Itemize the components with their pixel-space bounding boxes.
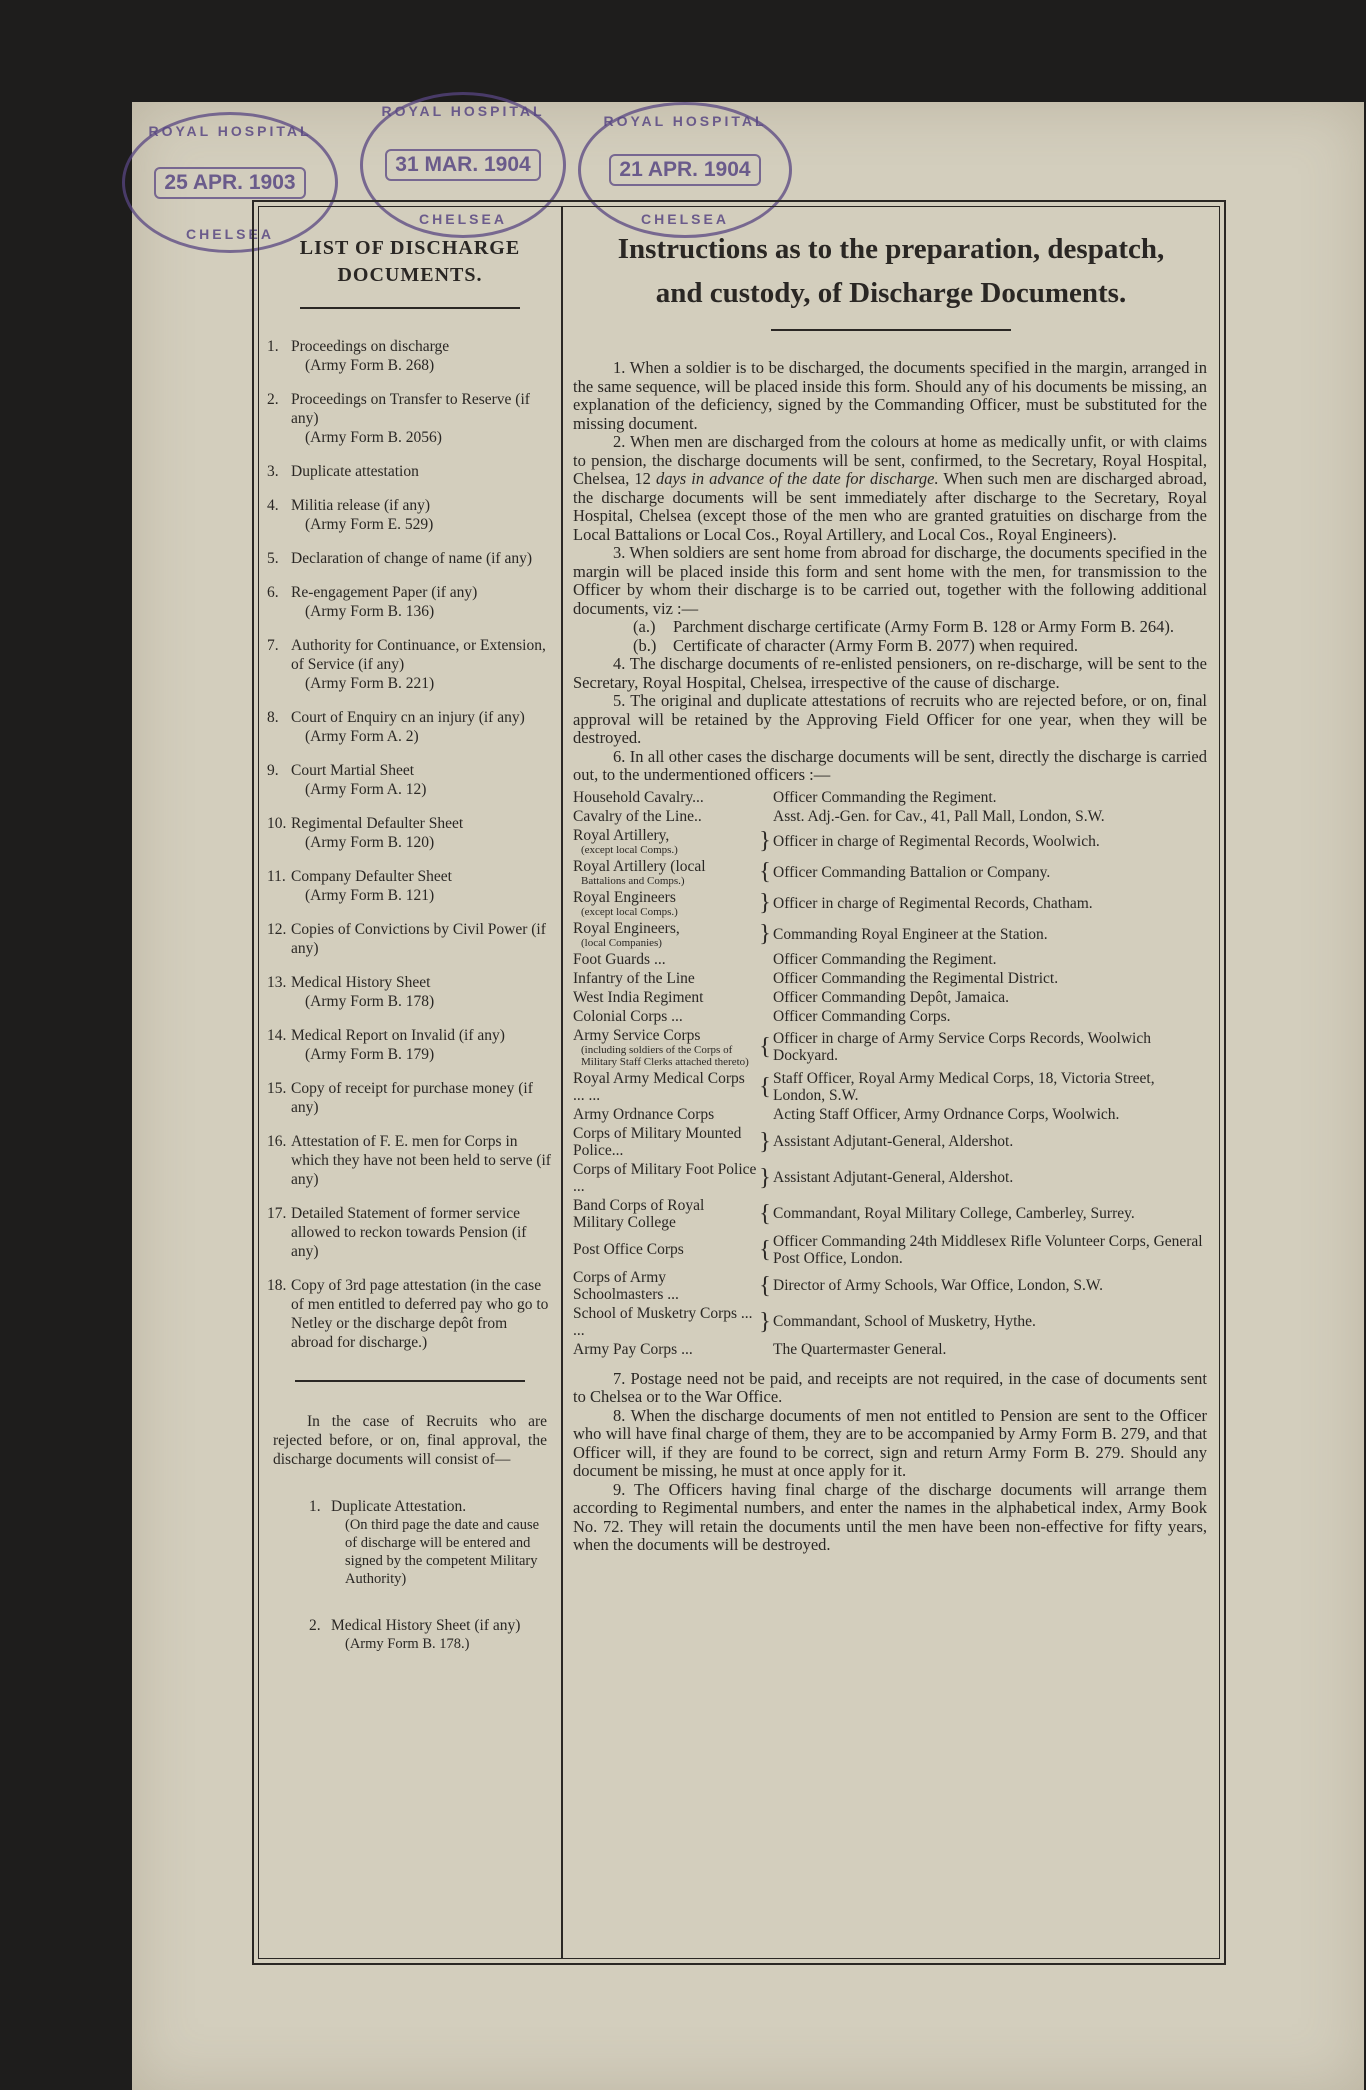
item-label: Medical History Sheet (if any) [331,1617,521,1634]
officer-name: Acting Staff Officer, Army Ordnance Corps, Woolwich. [773,1105,1120,1123]
item-label: Declaration of change of name (if any) [291,550,532,567]
unit-label: Band Corps of Royal Military College [573,1196,705,1231]
table-row [573,1106,1207,1123]
item-number: 10. [267,815,287,832]
brace-mark: } [759,828,771,854]
item-label: Copy of 3rd page attestation (in the case of men entitled to deferred pay who go to Netley or the discharge depôt from abroad for discharge.) [291,1277,549,1351]
item-number: 4. [267,497,279,514]
item-text [291,1276,553,1352]
paragraph-3: 3. When soldiers are sent home from abroad for discharge, the documents specified in the margin will be placed inside this form and sent home with the men, for transmission to the Officer by whom their discharge is to be carried out, together with the following additional documents, viz :— [573,543,1207,618]
list-item [267,636,553,693]
list-item [267,462,553,481]
divider [300,307,520,309]
brace-mark: { [759,1236,771,1263]
table-row [573,920,1207,949]
brace-mark: { [759,1073,771,1100]
brace-mark: { [759,1272,771,1299]
paragraph-2-text: 2. When men are discharged from the colours at home as medically unfit, or with claims to pension, the discharge documents will be sent, confirmed, to the Secretary, Royal Hospital, Chelsea, 12 [573,432,1207,488]
item-number: 14. [267,1027,287,1044]
item-number: 11. [267,868,286,885]
list-title [259,235,561,289]
item-number: 8. [267,709,279,726]
item-label: Medical History Sheet [291,974,431,991]
unit-label: Household Cavalry... [573,788,704,806]
unit-note: Battalions and Comps.) [581,874,685,887]
item-text [291,390,553,447]
instructions-body-cont [573,1370,1207,1555]
officer-name: Officer Commanding Depôt, Jamaica. [773,988,1010,1006]
item-number: 12. [267,921,287,938]
recruits-intro: In the case of Recruits who are rejected before, or on, final approval, the discharge documents will consist of— [273,1413,547,1468]
item-text [291,583,553,621]
unit-note: (local Companies) [581,936,662,949]
officer-name: Director of Army Schools, War Office, London, S.W. [773,1277,1103,1294]
unit-label: West India Regiment [573,988,704,1006]
officer-name: Officer Commanding 24th Middlesex Rifle Volunteer Corps, General Post Office, London. [773,1232,1203,1267]
officer-name: Asst. Adj.-Gen. for Cav., 41, Pall Mall, London, S.W. [773,807,1105,825]
sub-item-b [633,637,1207,656]
item-text [291,920,553,958]
item-label: Duplicate attestation [291,463,419,480]
item-form: (Army Form B. 268) [305,357,435,374]
item-number: 7. [267,637,279,654]
unit-name [573,1070,757,1104]
brace-mark: } [759,890,771,916]
unit-label: Royal Army Medical Corps ... ... [573,1069,745,1104]
item-number: 13. [267,974,287,991]
table-row [573,1027,1207,1068]
list-item [267,708,553,746]
list-item [267,1132,553,1189]
unit-label: Army Service Corps [573,1026,701,1044]
paragraph-1: 1. When a soldier is to be discharged, the documents specified in the margin, arranged in the same sequence, will be placed inside this form. Should any of his documents be missing, an explanation of the deficiency, signed by the Commanding Officer, must be substituted for the missing document. [573,358,1207,433]
instructions-title-line-2: and custody, of Discharge Documents. [655,277,1127,309]
list-item [267,761,553,799]
stamp-ring-top: ROYAL HOSPITAL [603,113,767,129]
unit-name [573,808,757,825]
document-sheet [132,102,1364,2090]
unit-label: Army Ordnance Corps [573,1105,715,1123]
unit-name [573,1269,757,1303]
paragraph-7: 7. Postage need not be paid, and receipts are not required, in the case of documents sent to Chelsea or to the War Office. [573,1368,1207,1406]
item-label: Medical Report on Invalid (if any) [291,1027,505,1044]
unit-name [573,1106,757,1123]
table-row [573,1008,1207,1025]
list-item [309,1616,547,1653]
item-form: (Army Form B. 121) [305,887,435,904]
instructions-title-line-1: Instructions as to the preparation, despatch, [617,233,1165,265]
item-number: 15. [267,1080,287,1097]
item-label: Re-engagement Paper (if any) [291,584,478,601]
item-number: 2. [267,391,279,408]
stamp-ring-top: ROYAL HOSPITAL [381,103,545,119]
unit-name [573,989,757,1006]
list-item [267,814,553,852]
paragraph-4: 4. The discharge documents of re-enlisted pensioners, on re-discharge, will be sent to the Secretary, Royal Hospital, Chelsea, irrespective of the cause of discharge. [573,654,1207,692]
brace-mark: } [759,1308,771,1335]
unit-label: Royal Engineers, [573,919,680,937]
item-text [291,761,553,799]
table-row [573,1161,1207,1195]
item-label: Proceedings on discharge [291,338,450,355]
unit-name [573,970,757,987]
list-item [267,549,553,568]
list-item [267,920,553,958]
item-note: (Army Form B. 178.) [345,1636,470,1652]
stamp-date: 31 MAR. 1904 [385,149,540,181]
item-text [331,1497,547,1588]
item-number: 16. [267,1133,287,1150]
officer-name: Officer Commanding Corps. [773,1007,951,1025]
table-row [573,1125,1207,1159]
item-form: (Army Form B. 120) [305,834,435,851]
unit-label: Corps of Military Foot Police ... [573,1160,757,1195]
sub-item-text: Certificate of character (Army Form B. 2077) when required. [673,635,1079,655]
unit-name [573,789,757,806]
unit-note: (except local Comps.) [581,905,678,918]
item-label: Copy of receipt for purchase money (if any) [291,1080,533,1116]
unit-label: Corps of Army Schoolmasters ... [573,1268,679,1303]
item-number: 5. [267,550,279,567]
officer-name: Officer in charge of Regimental Records, Chatham. [773,894,1093,912]
list-title-line-2: DOCUMENTS. [337,264,483,286]
officer-name: Assistant Adjutant-General, Aldershot. [773,1133,1014,1150]
item-text [291,814,553,852]
item-number: 18. [267,1277,287,1294]
brace-mark: { [759,1200,771,1227]
item-text [331,1616,547,1653]
stamp-ring-bottom: CHELSEA [419,211,507,227]
sub-item-label: (a.) [633,617,656,636]
documents-list [267,337,553,1352]
list-item [267,1079,553,1117]
paragraph-9: 9. The Officers having final charge of the discharge documents will arrange them according to Regimental numbers, and enter the names in the alphabetical index, Army Book No. 72. They will retain the documents until the men have been non-effective for fifty years, when the documents will be destroyed. [573,1479,1207,1554]
item-label: Authority for Continuance, or Extension, of Service (if any) [291,637,546,673]
recruits-section [273,1412,547,1653]
table-row [573,808,1207,825]
officer-name: Staff Officer, Royal Army Medical Corps, 18, Victoria Street, London, S.W. [773,1069,1155,1104]
officer-name: Commandant, Royal Military College, Camberley, Surrey. [773,1205,1135,1222]
item-label: Regimental Defaulter Sheet [291,815,464,832]
item-number: 9. [267,762,279,779]
table-row [573,858,1207,887]
list-item [267,1276,553,1352]
item-text [291,708,553,746]
officer-name: Officer Commanding the Regiment. [773,950,997,968]
officers-table [573,789,1207,1358]
item-form: (Army Form A. 2) [305,728,419,745]
unit-name [573,1341,757,1358]
paragraph-8: 8. When the discharge documents of men not entitled to Pension are sent to the Officer who will have final charge of them, they are to be accompanied by Army Form B. 279, and that Officer will, if they are found to be correct, sign and return Army Form B. 279. Should any document be missing, he must at once apply for it. [573,1405,1207,1480]
table-row [573,1269,1207,1303]
unit-name [573,827,757,856]
table-row [573,1305,1207,1339]
sub-item-label: (b.) [633,635,657,655]
unit-label: Royal Artillery (local [573,857,706,875]
unit-name [573,920,757,949]
item-text [291,1026,553,1064]
list-item [309,1497,547,1588]
unit-label: Foot Guards ... [573,950,666,968]
unit-label: Cavalry of the Line.. [573,807,702,825]
brace-mark: { [759,859,771,885]
paragraph-2 [573,433,1207,544]
unit-name [573,1027,757,1068]
unit-name [573,1305,757,1339]
paragraph-2-text-cont: When such men are discharged abroad, the discharge documents will be sent immediately after discharge to the Secretary, Royal Hospital, Chelsea (except those of the men who are granted gratuities on discharge from the Local Battalions or Local Cos., Royal Artillery, and Local Cos., Royal Engineers). [573,469,1207,544]
item-form: (Army Form B. 179) [305,1046,435,1063]
item-number: 2. [309,1617,321,1634]
item-number: 6. [267,584,279,601]
officer-name: The Quartermaster General. [773,1340,947,1358]
item-number: 3. [267,463,279,480]
unit-name [573,1241,757,1258]
list-item [267,1204,553,1261]
brace-mark: } [759,1164,771,1191]
unit-label: Royal Engineers [573,888,676,906]
item-number: 1. [309,1498,321,1515]
inner-border [258,206,1220,1959]
unit-name [573,1008,757,1025]
list-item [267,337,553,375]
item-form: (Army Form B. 221) [305,675,435,692]
item-number: 1. [267,338,279,355]
list-item [267,583,553,621]
brace-mark: } [759,1128,771,1155]
paragraph-2-emphasis: days in advance of the date for discharge. [655,469,939,488]
unit-label: Army Pay Corps ... [573,1340,693,1358]
unit-label: Infantry of the Line [573,969,695,987]
instructions-title [563,227,1219,315]
unit-name [573,858,757,887]
table-row [573,1341,1207,1358]
table-row [573,970,1207,987]
list-item [267,867,553,905]
item-form: (Army Form E. 529) [305,516,434,533]
instructions-column [563,207,1219,1958]
officer-name: Assistant Adjutant-General, Aldershot. [773,1169,1014,1186]
item-form: (Army Form B. 136) [305,603,435,620]
officer-name: Commanding Royal Engineer at the Station. [773,925,1048,943]
officer-name: Officer Commanding the Regimental District. [773,969,1059,987]
item-number: 17. [267,1205,287,1222]
item-label: Court of Enquiry cn an injury (if any) [291,709,525,726]
unit-label: School of Musketry Corps ... ... [573,1304,753,1339]
unit-label: Post Office Corps [573,1241,684,1258]
list-item [267,496,553,534]
unit-note: (except local Comps.) [581,843,678,856]
list-item [267,973,553,1011]
item-note: (On third page the date and cause of discharge will be entered and signed by the competent Military Authority) [345,1517,540,1587]
item-label: Court Martial Sheet [291,762,415,779]
stamp-ring-bottom: CHELSEA [186,226,274,242]
unit-name [573,951,757,968]
item-label: Company Defaulter Sheet [291,868,452,885]
divider [295,1380,525,1382]
brace-mark: } [759,921,771,947]
stamp-ring-bottom: CHELSEA [641,211,729,227]
unit-label: Royal Artillery, [573,826,670,844]
table-row [573,1197,1207,1231]
item-text [291,549,553,568]
brace-mark: { [759,1034,771,1060]
instructions-body [573,359,1207,785]
list-title-line-1: LIST OF DISCHARGE [299,237,521,259]
list-item [267,390,553,447]
sub-item-a [633,618,1207,637]
unit-name [573,1197,757,1231]
unit-name [573,889,757,918]
stamp-date: 21 APR. 1904 [609,154,760,186]
item-text [291,973,553,1011]
table-row [573,1233,1207,1267]
officer-name: Officer Commanding Battalion or Company. [773,863,1051,881]
item-form: (Army Form B. 178) [305,993,435,1010]
table-row [573,889,1207,918]
item-label: Militia release (if any) [291,497,431,514]
item-form: (Army Form B. 2056) [305,429,442,446]
table-row [573,1070,1207,1104]
item-text [291,1204,553,1261]
unit-label: Colonial Corps ... [573,1007,683,1025]
stamp-ring-top: ROYAL HOSPITAL [148,123,312,139]
item-text [291,636,553,693]
stamp-date: 25 APR. 1903 [154,167,305,199]
item-text [291,462,553,481]
table-row [573,789,1207,806]
item-text [291,1132,553,1189]
item-text [291,496,553,534]
officer-name: Officer in charge of Army Service Corps Records, Woolwich Dockyard. [773,1030,1151,1064]
table-row [573,989,1207,1006]
unit-note: (including soldiers of the Corps of Military Staff Clerks attached thereto) [581,1043,749,1068]
unit-name [573,1125,757,1159]
paragraph-6: 6. In all other cases the discharge documents will be sent, directly the discharge is carried out, to the undermentioned officers :— [573,746,1207,784]
item-text [291,1079,553,1117]
unit-name [573,1161,757,1195]
item-label: Copies of Convictions by Civil Power (if any) [291,921,546,957]
item-label: Duplicate Attestation. [331,1498,467,1515]
table-row [573,827,1207,856]
list-item [267,1026,553,1064]
item-form: (Army Form A. 12) [305,781,427,798]
paragraph-5: 5. The original and duplicate attestations of recruits who are rejected before, or on, final approval will be retained by the Approving Field Officer for one year, when they will be destroyed. [573,691,1207,747]
officer-name: Commandant, School of Musketry, Hythe. [773,1313,1036,1330]
divider [771,329,1011,331]
item-label: Attestation of F. E. men for Corps in which they have not been held to serve (if any) [291,1133,551,1188]
item-label: Detailed Statement of former service allowed to reckon towards Pension (if any) [291,1205,527,1260]
document-frame [252,200,1226,1965]
unit-label: Corps of Military Mounted Police... [573,1124,742,1159]
officer-name: Officer Commanding the Regiment. [773,788,997,806]
sub-item-text: Parchment discharge certificate (Army Form B. 128 or Army Form B. 264). [673,617,1175,636]
discharge-documents-list [259,207,563,1958]
item-text [291,867,553,905]
table-row [573,951,1207,968]
officer-name: Officer in charge of Regimental Records, Woolwich. [773,832,1100,850]
item-text [291,337,553,375]
item-label: Proceedings on Transfer to Reserve (if any) [291,391,530,427]
